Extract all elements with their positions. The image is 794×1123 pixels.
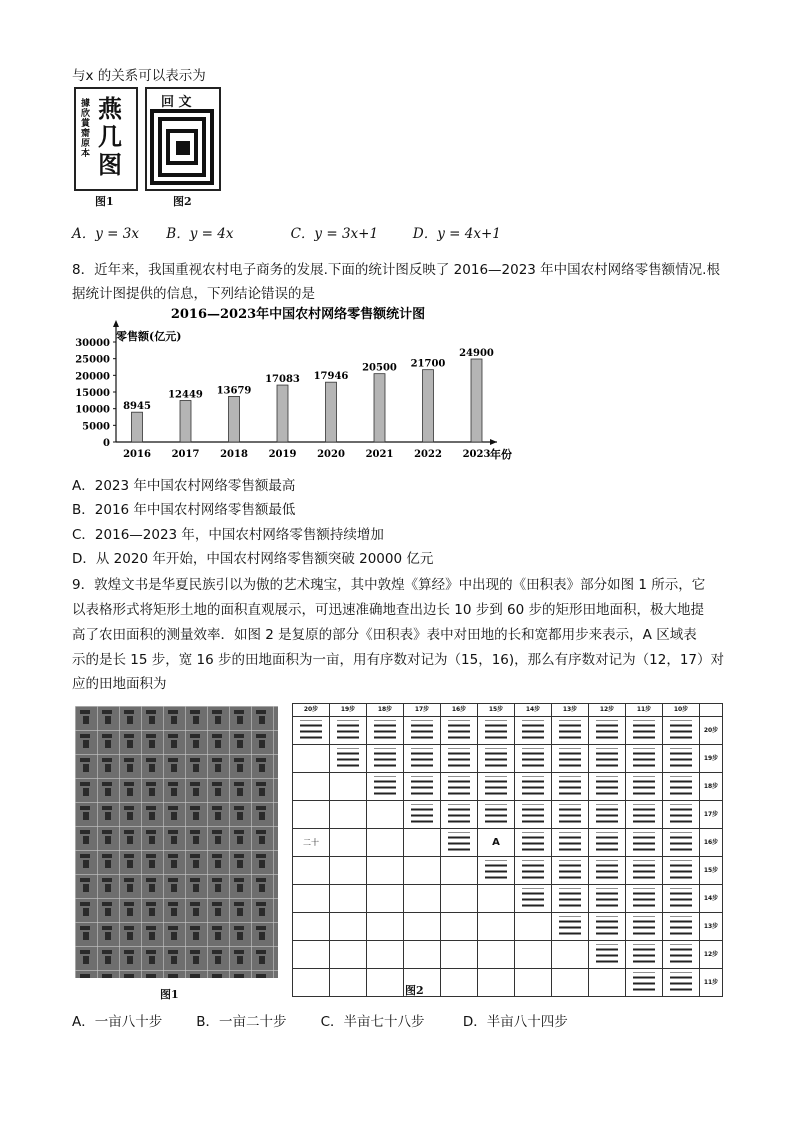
- table-cell: [663, 941, 700, 969]
- fig2-pattern: [150, 109, 214, 185]
- table-cell: [478, 801, 515, 829]
- q9-options: [72, 1010, 568, 1030]
- table-corner-cell: [700, 704, 723, 717]
- q7-option-c[interactable]: C．y = 3x+1: [290, 226, 379, 242]
- q7-figure1: [74, 87, 138, 191]
- q7-intro: 与x 的关系可以表示为: [72, 68, 206, 84]
- table-cell: [404, 885, 441, 913]
- chart-bar: [374, 374, 385, 442]
- table-cell: [367, 885, 404, 913]
- table-cell: [441, 969, 478, 997]
- chart-bar: [132, 412, 143, 442]
- table-cell: [663, 829, 700, 857]
- table-header-cell: 15步: [478, 704, 515, 717]
- fig2-title: 回 文: [161, 95, 192, 110]
- table-cell: [589, 745, 626, 773]
- table-cell: [663, 745, 700, 773]
- table-cell: [478, 941, 515, 969]
- table-cell: [663, 773, 700, 801]
- table-cell: [626, 941, 663, 969]
- table-cell: [552, 773, 589, 801]
- table-row-label: 14步: [700, 885, 723, 913]
- q8-option-a[interactable]: A．2023 年中国农村网络零售额最高: [72, 478, 296, 494]
- table-header-cell: 12步: [589, 704, 626, 717]
- table-header-cell: 19步: [330, 704, 367, 717]
- table-cell: [367, 773, 404, 801]
- table-cell: [441, 885, 478, 913]
- q9-stem-line5: 应的田地面积为: [72, 676, 167, 692]
- table-header-cell: 11步: [626, 704, 663, 717]
- q9-option-a[interactable]: A．一亩八十步: [72, 1014, 163, 1030]
- table-cell: [589, 885, 626, 913]
- table-row-label: 18步: [700, 773, 723, 801]
- table-cell: [404, 717, 441, 745]
- table-cell: [478, 717, 515, 745]
- q9-option-c[interactable]: C．半亩七十八步: [320, 1014, 425, 1030]
- table-cell: [293, 745, 330, 773]
- table-cell: [293, 913, 330, 941]
- table-cell: [367, 717, 404, 745]
- table-header-cell: 18步: [367, 704, 404, 717]
- table-cell: [626, 857, 663, 885]
- table-cell: [552, 801, 589, 829]
- table-cell: [589, 969, 626, 997]
- table-cell: [626, 801, 663, 829]
- table-cell: [478, 857, 515, 885]
- table-header-cell: 16步: [441, 704, 478, 717]
- table-cell: [552, 969, 589, 997]
- table-row-label: 15步: [700, 857, 723, 885]
- chart-bar: [423, 370, 434, 442]
- table-cell: [293, 773, 330, 801]
- table-header-cell: 14步: [515, 704, 552, 717]
- table-cell: [552, 941, 589, 969]
- chart-y-axis-label: 零售额(亿元): [116, 330, 182, 343]
- chart-x-tick-label: 2022: [414, 449, 442, 460]
- q9-stem-line3: 高了农田面积的测量效率．如图 2 是复原的部分《田积表》表中对田地的长和宽都用步来表示，A 区域表: [72, 627, 697, 643]
- table-cell: [478, 773, 515, 801]
- table-cell: [589, 773, 626, 801]
- table-cell: [330, 913, 367, 941]
- table-cell: [330, 717, 367, 745]
- table-cell: [293, 717, 330, 745]
- table-cell: [330, 857, 367, 885]
- table-cell: [293, 969, 330, 997]
- table-cell: [515, 717, 552, 745]
- chart-data-label: 17946: [313, 371, 349, 383]
- table-cell: [404, 941, 441, 969]
- table-cell: [330, 969, 367, 997]
- table-cell: [663, 885, 700, 913]
- table-cell: [478, 913, 515, 941]
- table-cell: [663, 969, 700, 997]
- q7-option-d[interactable]: D．y = 4x+1: [412, 226, 501, 242]
- chart-x-tick-label: 2016: [123, 449, 151, 460]
- table-row-label: 16步: [700, 829, 723, 857]
- chart-x-tick-label: 2023: [462, 449, 491, 460]
- table-cell: [626, 913, 663, 941]
- table-cell: [515, 829, 552, 857]
- table-cell: [330, 773, 367, 801]
- table-cell: [404, 913, 441, 941]
- table-cell: [367, 829, 404, 857]
- fig1-caption: 图1: [95, 195, 114, 208]
- table-cell: [441, 857, 478, 885]
- table-cell: [515, 773, 552, 801]
- table-header-cell: 10步: [663, 704, 700, 717]
- chart-data-label: 21700: [410, 358, 446, 370]
- chart-y-tick-label: 10000: [75, 404, 110, 416]
- q8-option-c[interactable]: C．2016—2023 年，中国农村网络零售额持续增加: [72, 527, 384, 543]
- table-cell: [404, 829, 441, 857]
- table-cell: [441, 773, 478, 801]
- table-cell: [367, 913, 404, 941]
- q9-option-b[interactable]: B．一亩二十步: [196, 1014, 287, 1030]
- table-cell: [293, 801, 330, 829]
- table-cell: [552, 913, 589, 941]
- table-cell: [626, 745, 663, 773]
- chart-x-tick-label: 2021: [365, 449, 394, 460]
- chart-y-tick-label: 0: [103, 438, 110, 449]
- table-cell: [515, 913, 552, 941]
- q8-stem-line2: 据统计图提供的信息，下列结论错误的是: [72, 286, 315, 302]
- chart-data-label: 24900: [459, 348, 494, 359]
- table-cell: [515, 857, 552, 885]
- q9-figure2-caption: 图2: [405, 984, 424, 997]
- q8-option-b[interactable]: B．2016 年中国农村网络零售额最低: [72, 502, 296, 518]
- table-cell: [367, 745, 404, 773]
- table-cell: [552, 829, 589, 857]
- q8-option-d[interactable]: D．从 2020 年开始，中国农村网络零售额突破 20000 亿元: [72, 551, 434, 567]
- chart-data-label: 12449: [168, 389, 203, 401]
- table-cell: [293, 885, 330, 913]
- table-cell: [478, 745, 515, 773]
- table-side-label: 二十: [293, 829, 330, 857]
- table-cell: [663, 857, 700, 885]
- table-header-cell: 20步: [293, 704, 330, 717]
- table-header-cell: 17步: [404, 704, 441, 717]
- q9-option-d[interactable]: D．半亩八十四步: [462, 1014, 568, 1030]
- q7-figure2: [145, 87, 221, 191]
- chart-y-tick-label: 15000: [75, 388, 110, 399]
- fig1-small-text: 據欣賞齋原本: [81, 99, 91, 159]
- table-cell: [626, 885, 663, 913]
- table-cell: [663, 717, 700, 745]
- table-cell: [589, 913, 626, 941]
- q9-stem-line2: 以表格形式将矩形土地的面积直观展示，可迅速准确地查出边长 10 步到 60 步的矩形田地面积，极大地提: [72, 602, 705, 618]
- table-cell: [441, 829, 478, 857]
- table-cell: [441, 717, 478, 745]
- table-row-label: 17步: [700, 801, 723, 829]
- chart-y-arrow: [113, 320, 119, 327]
- table-cell: [441, 801, 478, 829]
- q7-option-b[interactable]: B．y = 4x: [166, 226, 234, 242]
- table-cell: [330, 885, 367, 913]
- q7-options: [72, 222, 501, 242]
- table-cell: [515, 885, 552, 913]
- table-cell: [626, 969, 663, 997]
- table-cell: [515, 941, 552, 969]
- chart-title: 2016—2023年中国农村网络零售额统计图: [170, 307, 426, 322]
- q7-option-a[interactable]: A．y = 3x: [72, 226, 139, 242]
- table-cell: [404, 857, 441, 885]
- table-row-label: 11步: [700, 969, 723, 997]
- q8-stem-line1: 8．近年来，我国重视农村电子商务的发展.下面的统计图反映了 2016—2023 年中国农村网络零售额情况.根: [72, 262, 720, 278]
- table-cell: [404, 745, 441, 773]
- chart-data-label: 20500: [362, 362, 397, 374]
- table-header-cell: 13步: [552, 704, 589, 717]
- table-cell: [552, 857, 589, 885]
- chart-data-label: 17083: [265, 374, 300, 386]
- table-cell: [330, 829, 367, 857]
- table-cell: [589, 941, 626, 969]
- table-cell: [515, 969, 552, 997]
- q9-figure1-caption: 图1: [160, 988, 179, 1001]
- table-cell: [441, 913, 478, 941]
- q8-bar-chart: [72, 302, 522, 464]
- chart-y-tick-label: 20000: [75, 371, 110, 383]
- table-cell: [663, 801, 700, 829]
- chart-x-axis-label: 年份: [490, 448, 512, 461]
- chart-data-label: 13679: [216, 385, 252, 397]
- table-cell: [293, 857, 330, 885]
- chart-data-label: 8945: [123, 401, 151, 413]
- table-cell: [367, 801, 404, 829]
- table-cell: [515, 745, 552, 773]
- table-cell: [626, 773, 663, 801]
- table-cell: [367, 857, 404, 885]
- table-cell: [330, 801, 367, 829]
- table-cell: [404, 773, 441, 801]
- chart-y-tick-label: 5000: [82, 421, 110, 433]
- table-row-label: 19步: [700, 745, 723, 773]
- table-cell: [441, 941, 478, 969]
- table-cell: [293, 941, 330, 969]
- table-cell: [589, 717, 626, 745]
- chart-bar: [180, 401, 191, 442]
- fig1-big-text: 燕几图: [98, 94, 122, 179]
- table-cell: [626, 717, 663, 745]
- table-cell: [663, 913, 700, 941]
- table-cell: [552, 745, 589, 773]
- chart-x-tick-label: 2017: [171, 449, 200, 460]
- table-cell: [515, 801, 552, 829]
- region-a-label: A: [478, 829, 515, 857]
- table-cell: [478, 885, 515, 913]
- chart-y-tick-label: 25000: [75, 354, 110, 366]
- table-cell: [330, 745, 367, 773]
- table-cell: [589, 857, 626, 885]
- table-cell: [478, 969, 515, 997]
- table-cell: [552, 885, 589, 913]
- chart-x-tick-label: 2020: [317, 449, 345, 460]
- table-cell: [367, 941, 404, 969]
- chart-bar: [326, 382, 337, 442]
- chart-bar: [229, 396, 240, 442]
- table-cell: [330, 941, 367, 969]
- table-cell: [404, 801, 441, 829]
- table-cell: [552, 717, 589, 745]
- q9-stem-line4: 示的是长 15 步，宽 16 步的田地面积为一亩，用有序数对记为（15，16)，那么有序数对记为（12，17）对: [72, 652, 725, 668]
- q9-figure2-table: [292, 703, 723, 997]
- table-cell: [441, 745, 478, 773]
- table-row-label: 20步: [700, 717, 723, 745]
- q9-stem-line1: 9．敦煌文书是华夏民族引以为傲的艺术瑰宝，其中敦煌《算经》中出现的《田积表》部分如图 1 所示，它: [72, 577, 706, 593]
- table-cell: [367, 969, 404, 997]
- chart-x-tick-label: 2018: [220, 449, 248, 460]
- chart-y-tick-label: 30000: [75, 338, 110, 349]
- chart-bar: [471, 359, 482, 442]
- table-row-label: 12步: [700, 941, 723, 969]
- q9-figure1-photo: [75, 706, 278, 978]
- chart-bar: [277, 385, 288, 442]
- chart-x-arrow: [490, 439, 497, 445]
- fig2-caption: 图2: [173, 195, 192, 208]
- table-row-label: 13步: [700, 913, 723, 941]
- chart-x-tick-label: 2019: [268, 449, 297, 460]
- table-cell: [589, 801, 626, 829]
- table-cell: [626, 829, 663, 857]
- table-cell: [589, 829, 626, 857]
